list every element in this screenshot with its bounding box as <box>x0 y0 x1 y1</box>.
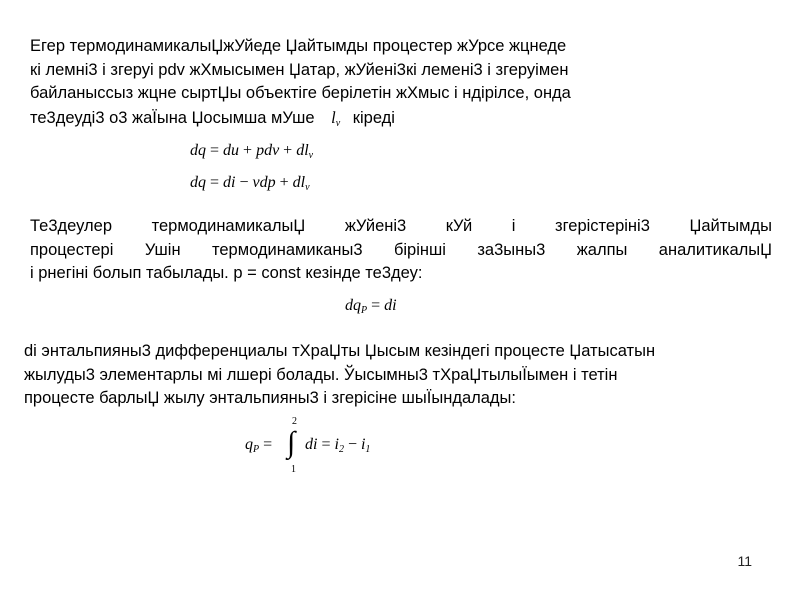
integral-sign: ∫ <box>287 426 296 459</box>
paragraph-line-text: те3деуді3 о3 жаЇына Џосымша мУше <box>30 108 315 127</box>
page-number: 11 <box>737 553 752 569</box>
paragraph-line: di энтальпияны3 дифференциалы тХраЏты Џысым кезіндегі процесте Џатысатын <box>24 342 656 360</box>
integral-lower-limit: 1 <box>291 464 296 475</box>
paragraph-intro <box>30 35 730 135</box>
paragraph-line: Те3деулер термодинамикалыЏ жУйені3 кУй і згерістерінi3 Џайтымды <box>30 217 772 235</box>
equation-isobaric: $dq_P$ = di <box>345 297 397 316</box>
paragraph-line: Егер термодинамикалыЏжУйеде Џайтымды процестер жУрсе жцнеде <box>30 37 567 55</box>
paragraph-line-end: кіреді <box>352 108 395 127</box>
paragraph-line: процесте барлыЏ жылу энтальпияны3 і згерісіне шыЇындалады: <box>24 389 516 407</box>
paragraph-equations-meaning <box>30 215 772 286</box>
paragraph-line: кі лемні3 і згеруі pdv жХмысымен Џатар, жУйені3кі лемені3 і згеруімен <box>30 60 569 79</box>
paragraph-line: процестері Ушін термодинамиканы3 бірінші за3ыны3 жалпы аналитикалыЏ <box>30 240 772 259</box>
equation-first-law-du: dq = du + pdv + $dl_v$ <box>190 142 314 161</box>
integral-upper-limit: 2 <box>292 416 297 427</box>
paragraph-enthalpy <box>24 340 784 411</box>
equation-integral: $q_P$ = 2 ∫ 1 di = $i_2 - i_1$ <box>245 416 371 475</box>
equation-first-law-di: dq = di − vdp + $dl_v$ <box>190 174 310 193</box>
paragraph-line: жылуды3 элементарлы мі лшері болады. Ўысымны3 тХраЏтылыЇымен і тетін <box>24 365 618 384</box>
inline-symbol: $l_v$ <box>331 107 341 129</box>
paragraph-line-with-symbol <box>30 106 730 136</box>
paragraph-line: байланыссыз жцне сыртЏы объектіге берілетін жХмыс і ндірілсе, онда <box>30 84 571 102</box>
paragraph-line: і рнегіні болып табылады. p = const кезінде те3деу: <box>30 264 423 282</box>
